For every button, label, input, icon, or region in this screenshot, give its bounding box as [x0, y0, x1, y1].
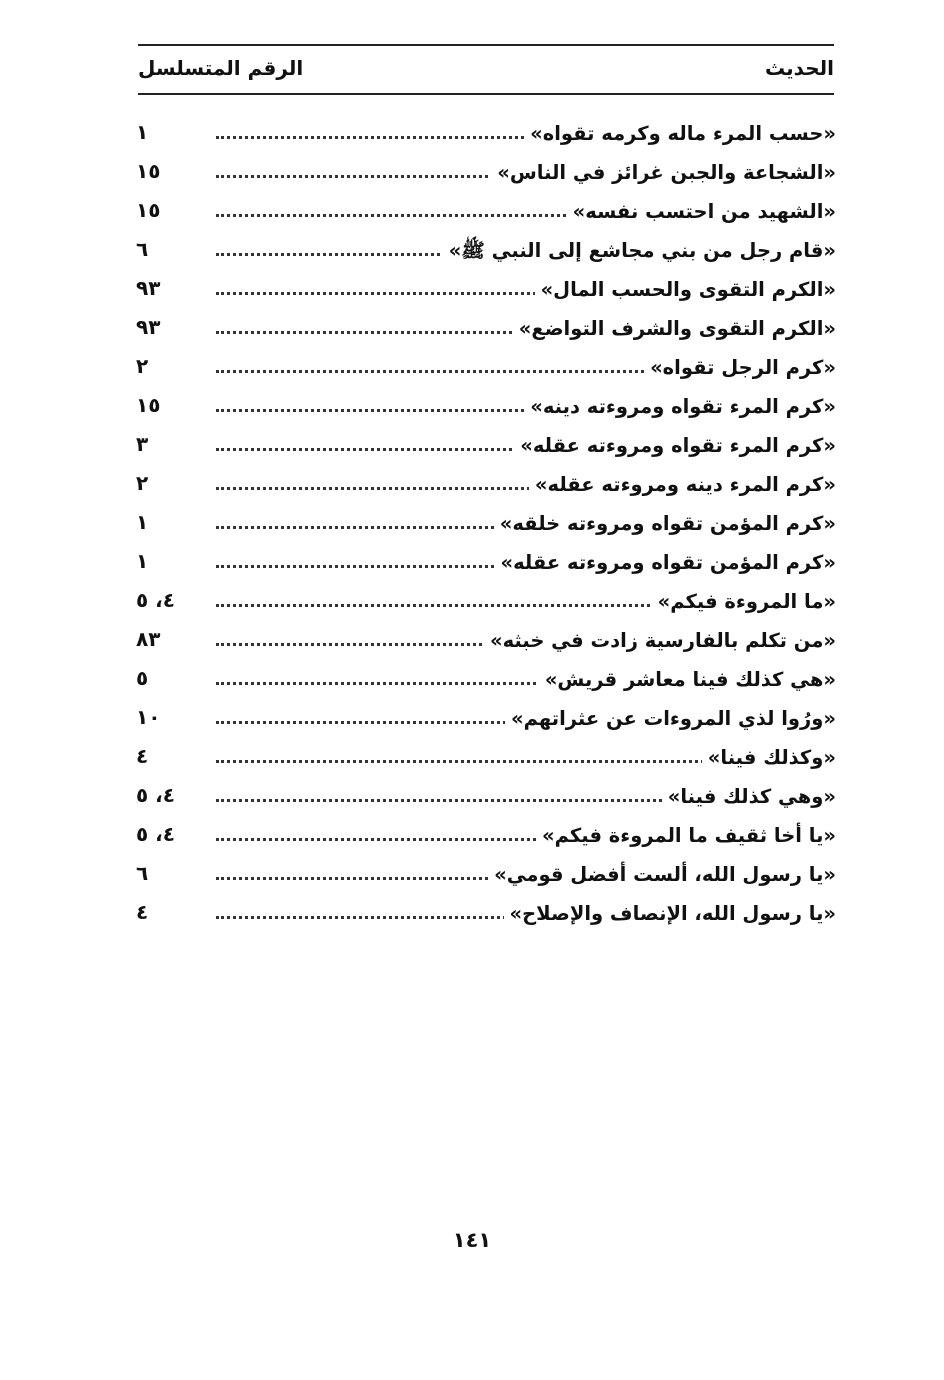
- hadith-text: «يا أخا ثقيف ما المروءة فيكم»: [536, 822, 836, 850]
- serial-number: ٨٣: [136, 627, 161, 651]
- page-number: ١٤١: [452, 1228, 492, 1252]
- serial-number: ٤، ٥: [136, 588, 175, 612]
- hadith-text: «الكرم التقوى والشرف التواضع»: [513, 315, 836, 343]
- hadith-text: «كرم المؤمن تقواه ومروءته عقله»: [494, 549, 836, 577]
- index-entry: [136, 857, 836, 896]
- hadith-text: «كرم المرء تقواه ومروءته دينه»: [524, 393, 836, 421]
- hadith-text: «وهي كذلك فينا»: [662, 783, 836, 811]
- index-entry: [136, 779, 836, 818]
- hadith-text: «كرم المرء دينه ومروءته عقله»: [529, 471, 836, 499]
- index-entry: [136, 467, 836, 506]
- index-entry: [136, 272, 836, 311]
- serial-number: ٤: [136, 744, 149, 768]
- hadith-text: «وكذلك فينا»: [702, 744, 836, 772]
- serial-number: ١٠: [136, 705, 161, 729]
- index-entry: [136, 896, 836, 935]
- column-header-hadith: الحديث: [764, 56, 834, 80]
- hadith-text: «حسب المرء ماله وكرمه تقواه»: [524, 120, 836, 148]
- serial-number: ١: [136, 120, 149, 144]
- top-rule: [138, 44, 834, 46]
- leader-dots: [216, 799, 716, 802]
- hadith-text: «ما المروءة فيكم»: [652, 588, 836, 616]
- serial-number: ١٥: [136, 159, 161, 183]
- index-entry: [136, 623, 836, 662]
- serial-number: ٤، ٥: [136, 783, 175, 807]
- index-entry: [136, 116, 836, 155]
- column-header-serial-number: الرقم المتسلسل: [138, 56, 304, 80]
- hadith-text: «ورُوا لذي المروءات عن عثراتهم»: [505, 705, 836, 733]
- serial-number: ٤: [136, 900, 149, 924]
- serial-number: ١٥: [136, 393, 161, 417]
- serial-number: ٢: [136, 354, 149, 378]
- index-entry: [136, 194, 836, 233]
- index-entry: [136, 740, 836, 779]
- hadith-text: «يا رسول الله، الإنصاف والإصلاح»: [504, 900, 836, 928]
- index-entry: [136, 818, 836, 857]
- serial-number: ٤، ٥: [136, 822, 175, 846]
- index-entry: [136, 389, 836, 428]
- hadith-text: «الكرم التقوى والحسب المال»: [535, 276, 836, 304]
- hadith-text: «كرم المؤمن تقواه ومروءته خلقه»: [494, 510, 836, 538]
- serial-number: ٢: [136, 471, 149, 495]
- hadith-text: «الشجاعة والجبن غرائز في الناس»: [491, 159, 836, 187]
- serial-number: ٩٣: [136, 276, 161, 300]
- serial-number: ١٥: [136, 198, 161, 222]
- leader-dots: [216, 760, 716, 763]
- index-entry: [136, 701, 836, 740]
- leader-dots: [216, 604, 716, 607]
- index-entry: [136, 233, 836, 272]
- hadith-text: «قام رجل من بني مجاشع إلى النبي ﷺ»: [443, 237, 836, 265]
- serial-number: ١: [136, 510, 149, 534]
- index-entry: [136, 506, 836, 545]
- index-entry: [136, 428, 836, 467]
- index-entry: [136, 584, 836, 623]
- serial-number: ٦: [136, 861, 149, 885]
- hadith-text: «كرم المرء تقواه ومروءته عقله»: [514, 432, 836, 460]
- leader-dots: [216, 370, 716, 373]
- index-entry: [136, 545, 836, 584]
- index-entry: [136, 155, 836, 194]
- index-entry: [136, 350, 836, 389]
- hadith-text: «هي كذلك فينا معاشر قريش»: [539, 666, 836, 694]
- hadith-text: «كرم الرجل تقواه»: [644, 354, 836, 382]
- index-entry: [136, 662, 836, 701]
- hadith-text: «يا رسول الله، ألست أفضل قومي»: [488, 861, 836, 889]
- hadith-text: «الشهيد من احتسب نفسه»: [567, 198, 836, 226]
- serial-number: ٣: [136, 432, 149, 456]
- serial-number: ٦: [136, 237, 149, 261]
- index-entry: [136, 311, 836, 350]
- serial-number: ١: [136, 549, 149, 573]
- serial-number: ٩٣: [136, 315, 161, 339]
- hadith-text: «من تكلم بالفارسية زادت في خبثه»: [484, 627, 836, 655]
- serial-number: ٥: [136, 666, 149, 690]
- header-rule: [138, 93, 834, 95]
- hadith-index-list: [136, 116, 836, 935]
